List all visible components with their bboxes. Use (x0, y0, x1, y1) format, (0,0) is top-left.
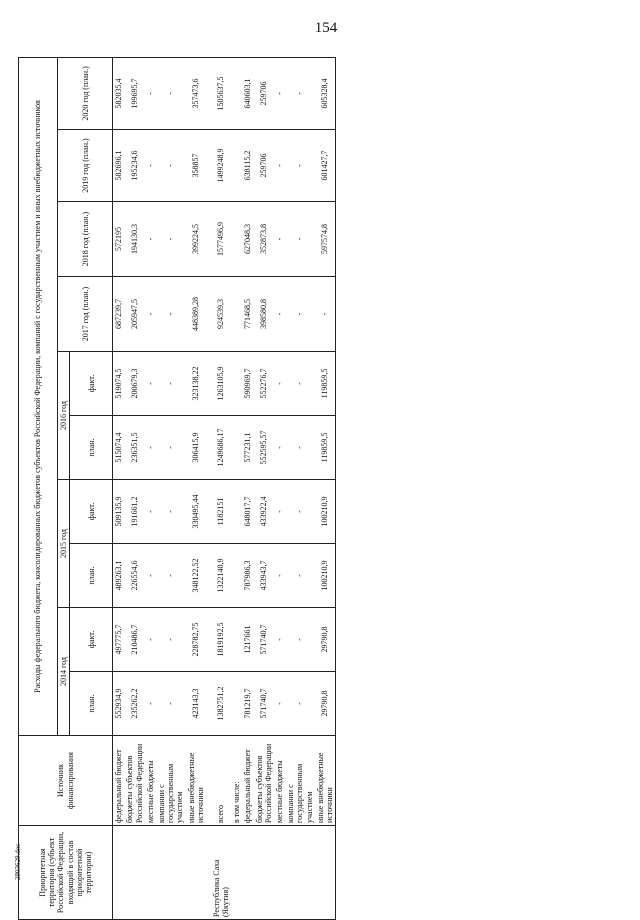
value-cell: - (156, 277, 186, 352)
value-cell: 236351,5 (124, 416, 144, 480)
table-row (113, 57, 125, 919)
value-cell: - (285, 416, 315, 480)
value-cell: - (285, 57, 315, 129)
source-cell: компании с государственным участием (285, 736, 315, 826)
value-cell: 398580,8 (254, 277, 274, 352)
table-row (242, 57, 253, 919)
value-cell: 552934,9 (113, 672, 125, 736)
value-cell (231, 608, 242, 672)
value-cell: 638115,2 (242, 130, 253, 202)
value-cell: 1217661 (242, 608, 253, 672)
value-cell: - (145, 130, 156, 202)
value-cell: 582035,4 (113, 57, 125, 129)
value-cell (231, 57, 242, 129)
value-cell: 582696,1 (113, 130, 125, 202)
header-territory: Приоритетная территория (субъект Российской Федерации, входящий в состав приоритетной территории) (19, 826, 113, 920)
value-cell: - (145, 352, 156, 416)
source-cell: местные бюджеты (274, 736, 285, 826)
source-cell: компании с государственным участием (156, 736, 186, 826)
value-cell: 352873,8 (254, 202, 274, 277)
territory-cell (113, 826, 125, 920)
value-cell: 627048,3 (242, 202, 253, 277)
value-cell: - (285, 544, 315, 608)
value-cell: 1249686,17 (206, 416, 231, 480)
value-cell: - (274, 480, 285, 544)
header-plan: план. (70, 544, 113, 608)
header-2016: 2016 год (58, 352, 70, 480)
value-cell: 226554,6 (124, 544, 144, 608)
value-cell: - (285, 202, 315, 277)
value-cell: 1577496,9 (206, 202, 231, 277)
territory-cell (254, 826, 274, 920)
value-cell: 210486,7 (124, 608, 144, 672)
territory-cell (242, 826, 253, 920)
value-cell: - (285, 480, 315, 544)
value-cell: 423143,3 (186, 672, 206, 736)
value-cell: 433922,4 (254, 480, 274, 544)
value-cell (231, 672, 242, 736)
value-cell: 100210,9 (315, 480, 336, 544)
value-cell: - (145, 202, 156, 277)
value-cell: 330495,44 (186, 480, 206, 544)
source-cell: федеральный бюджет (242, 736, 253, 826)
territory-cell (145, 826, 156, 920)
value-cell: - (285, 130, 315, 202)
value-cell: 552276,7 (254, 352, 274, 416)
table-row (206, 57, 231, 919)
header-source: Источник финансирования (19, 736, 113, 826)
value-cell: - (156, 480, 186, 544)
value-cell: - (145, 544, 156, 608)
rotated-table-container (18, 58, 624, 920)
value-cell (231, 352, 242, 416)
header-2018: 2018 год (план.) (58, 202, 113, 277)
source-cell: всего (206, 736, 231, 826)
source-cell: иные внебюджетные источники (186, 736, 206, 826)
value-cell: - (274, 416, 285, 480)
value-cell: 448389,28 (186, 277, 206, 352)
value-cell: 601427,7 (315, 130, 336, 202)
source-cell: местные бюджеты (145, 736, 156, 826)
value-cell: - (274, 57, 285, 129)
table-row (231, 57, 242, 919)
value-cell: 1819192,5 (206, 608, 231, 672)
value-cell: - (285, 608, 315, 672)
header-plan: план. (70, 416, 113, 480)
source-cell: бюджеты субъектов Российской Федерации (124, 736, 144, 826)
table-body (113, 57, 336, 919)
value-cell: 433943,7 (254, 544, 274, 608)
header-spending: Расходы федерального бюджета, консолидированных бюджетов субъектов Российской Федерации, компаний с государственным участием и иных внебюджетных источников (19, 57, 58, 735)
table-row (145, 57, 156, 919)
value-cell: 1505637,5 (206, 57, 231, 129)
value-cell: - (156, 416, 186, 480)
header-2017: 2017 год (план.) (58, 277, 113, 352)
value-cell: - (145, 416, 156, 480)
value-cell (231, 544, 242, 608)
value-cell: 119859,5 (315, 352, 336, 416)
value-cell: 1499248,9 (206, 130, 231, 202)
value-cell: 552595,57 (254, 416, 274, 480)
header-fact: факт. (70, 608, 113, 672)
value-cell: - (315, 277, 336, 352)
header-2019: 2019 год (план.) (58, 130, 113, 202)
value-cell: 771468,5 (242, 277, 253, 352)
value-cell: - (145, 57, 156, 129)
value-cell (231, 277, 242, 352)
value-cell: 489263,1 (113, 544, 125, 608)
value-cell: 199695,7 (124, 57, 144, 129)
value-cell: - (274, 672, 285, 736)
table-row (124, 57, 144, 919)
value-cell: 1263105,9 (206, 352, 231, 416)
value-cell: 194130,3 (124, 202, 144, 277)
value-cell: 200679,3 (124, 352, 144, 416)
value-cell: 29790,8 (315, 672, 336, 736)
value-cell: 119859,5 (315, 416, 336, 480)
value-cell: - (156, 57, 186, 129)
source-cell: бюджеты субъектов Российской Федерации (254, 736, 274, 826)
value-cell: 1182151 (206, 480, 231, 544)
table-row (186, 57, 206, 919)
value-cell: 572195 (113, 202, 125, 277)
value-cell: 228782,75 (186, 608, 206, 672)
page-number: 154 (314, 20, 338, 36)
value-cell: - (285, 672, 315, 736)
territory-cell (274, 826, 285, 920)
value-cell: 781219,7 (242, 672, 253, 736)
header-2020: 2020 год (план.) (58, 57, 113, 129)
header-plan: план. (70, 672, 113, 736)
territory-cell (156, 826, 186, 920)
value-cell: 590969,7 (242, 352, 253, 416)
table-row (254, 57, 274, 919)
value-cell: - (145, 277, 156, 352)
value-cell: - (156, 544, 186, 608)
value-cell: - (274, 352, 285, 416)
table-row (156, 57, 186, 919)
value-cell: - (285, 277, 315, 352)
value-cell: - (285, 352, 315, 416)
territory-cell: Республика Саха (Якутия) (206, 826, 231, 920)
value-cell: - (145, 608, 156, 672)
value-cell: - (145, 672, 156, 736)
value-cell: - (156, 130, 186, 202)
value-cell: 191661,2 (124, 480, 144, 544)
value-cell: 597574,8 (315, 202, 336, 277)
value-cell: 235262,2 (124, 672, 144, 736)
value-cell: 306415,9 (186, 416, 206, 480)
value-cell: 100210,9 (315, 544, 336, 608)
value-cell: - (156, 352, 186, 416)
header-fact: факт. (70, 480, 113, 544)
value-cell: 577231,1 (242, 416, 253, 480)
territory-cell (285, 826, 315, 920)
table-row (274, 57, 285, 919)
value-cell: 205947,5 (124, 277, 144, 352)
value-cell (231, 130, 242, 202)
value-cell: 571740,7 (254, 672, 274, 736)
footer-filename: 2803629.doc (14, 843, 22, 880)
value-cell: 259706 (254, 130, 274, 202)
value-cell: - (274, 544, 285, 608)
header-fact: факт. (70, 352, 113, 416)
spending-table (18, 57, 336, 920)
value-cell: 515074,4 (113, 416, 125, 480)
value-cell: 323138,22 (186, 352, 206, 416)
value-cell: 687239,7 (113, 277, 125, 352)
value-cell: 787986,3 (242, 544, 253, 608)
territory-cell (124, 826, 144, 920)
value-cell: - (274, 130, 285, 202)
value-cell: - (274, 202, 285, 277)
table-row (315, 57, 336, 919)
value-cell: - (156, 608, 186, 672)
value-cell: 571740,7 (254, 608, 274, 672)
value-cell: 605328,4 (315, 57, 336, 129)
value-cell: 924539,3 (206, 277, 231, 352)
table-row (285, 57, 315, 919)
value-cell: 399224,5 (186, 202, 206, 277)
territory-cell (315, 826, 336, 920)
territory-cell (231, 826, 242, 920)
territory-cell (186, 826, 206, 920)
value-cell: 497775,7 (113, 608, 125, 672)
value-cell: - (156, 202, 186, 277)
value-cell: 259706 (254, 57, 274, 129)
value-cell: 357473,6 (186, 57, 206, 129)
value-cell (231, 202, 242, 277)
source-cell: федеральный бюджет (113, 736, 125, 826)
value-cell: 195234,6 (124, 130, 144, 202)
value-cell: 648017,7 (242, 480, 253, 544)
value-cell: 509135,9 (113, 480, 125, 544)
value-cell: - (145, 480, 156, 544)
value-cell: - (156, 672, 186, 736)
value-cell: 348122,52 (186, 544, 206, 608)
value-cell: 29790,8 (315, 608, 336, 672)
value-cell (231, 480, 242, 544)
header-2015: 2015 год (58, 480, 70, 608)
value-cell: 640603,1 (242, 57, 253, 129)
value-cell: - (274, 608, 285, 672)
header-2014: 2014 год (58, 608, 70, 736)
source-cell: иные внебюджетные источники (315, 736, 336, 826)
value-cell: 358857 (186, 130, 206, 202)
value-cell: - (274, 277, 285, 352)
source-cell: в том числе: (231, 736, 242, 826)
value-cell: 519074,5 (113, 352, 125, 416)
value-cell: 1382751,2 (206, 672, 231, 736)
value-cell: 1322140,9 (206, 544, 231, 608)
value-cell (231, 416, 242, 480)
